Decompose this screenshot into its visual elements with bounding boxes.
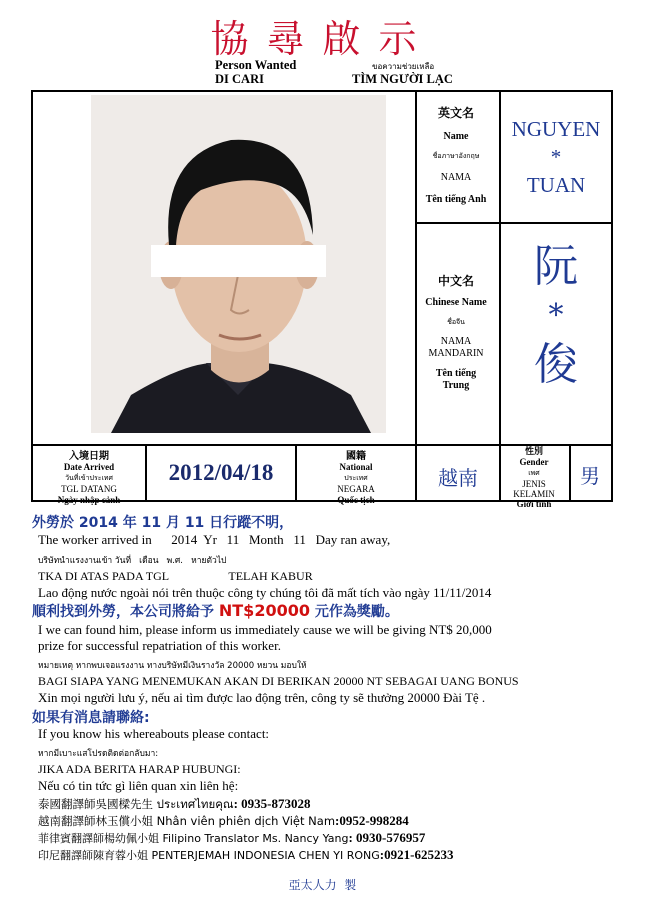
missing-date-cn: 外勞於 2014 年 11 月 11 日行蹤不明， — [32, 515, 294, 531]
missing-date-id: TKA DI ATAS PADA TGL TELAH KABUR — [38, 569, 313, 583]
missing-person-photo — [91, 95, 386, 433]
reward-th: หมายเหตุ หากพบเจอแรงงาน ทางบริษัทมีเงินรางวัล 20000 หยวน มอบให้ — [38, 661, 307, 671]
english-name-label: 英文名 Name ชื่อภาษาอังกฤษ NAMA Tên tiếng Anh — [425, 106, 487, 205]
notice-title: 協尋啟示 — [210, 17, 435, 61]
thai-header-label: ขอความช่วยเหลือ — [372, 62, 435, 71]
reward-en-2: prize for successful repatriation of this worker. — [38, 638, 281, 653]
chinese-name-value: 阮 * 俊 — [534, 241, 578, 390]
date-arrived-label: 入境日期 Date Arrived วันที่เข้าประเทศ TGL DATANG Ngày nhập cảnh — [57, 451, 121, 505]
contact-filipino-translator: 菲律賓翻譯師楊幼佩小姐 Filipino Translator Ms. Nancy Yang: 0930-576957 — [38, 830, 426, 845]
footer-credit: 亞太人力 製 — [288, 878, 357, 892]
reward-en-1: I we can found him, please inform us immediately cause we will be giving NT$ 20,000 — [38, 622, 492, 637]
contact-heading-cn: 如果有消息請聯絡: — [32, 710, 150, 726]
english-name-value: NGUYEN * TUAN — [511, 117, 601, 197]
contact-heading-vi: Nếu có tin tức gì liên quan xin liên hệ: — [38, 778, 239, 793]
contact-heading-id: JIKA ADA BERITA HARAP HUBUNGI: — [38, 762, 241, 776]
contact-heading-en: If you know his whereabouts please contact: — [38, 726, 270, 741]
reward-id: BAGI SIAPA YANG MENEMUKAN AKAN DI BERIKAN 20000 NT SEBAGAI UANG BONUS — [38, 674, 519, 688]
nationality-value: 越南 — [438, 466, 478, 490]
contact-indonesia-translator: 印尼翻譯師陳育蓉小姐 PENTERJEMAH INDONESIA CHEN YI RONG:0921-625233 — [38, 847, 454, 862]
di-cari-label: DI CARI — [215, 72, 264, 86]
missing-date-vi: Lao động nước ngoài nói trên thuộc công ty chúng tôi đã mất tích vào ngày 11/11/2014 — [38, 585, 492, 600]
contact-thai-translator: 泰國翻譯師吳國樑先生 ประเทศไทยคุณ: 0935-873028 — [38, 796, 311, 811]
missing-date-en: The worker arrived in 2014 Yr 11 Month 11 Day ran away, — [38, 532, 391, 547]
gender-label: 性別 Gender เพศ JENIS KELAMIN Giới tính — [513, 447, 555, 509]
person-wanted-label: Person Wanted — [215, 58, 297, 72]
date-arrived-value: 2012/04/18 — [168, 460, 274, 485]
gender-value: 男 — [580, 464, 600, 488]
reward-cn: 順利找到外勞，本公司將給予 NT$20000 元作為獎勵。 — [32, 601, 399, 620]
tim-nguoi-lac-label: TÌM NGƯỜI LẠC — [352, 72, 453, 86]
contact-vietnam-translator: 越南翻譯師林玉償小姐 Nhân viên phiên dịch Việt Nam:0952-998284 — [38, 813, 409, 828]
missing-date-th: บริษัทนำแรงงานเข้า วันที่ เดือน พ.ศ. หายตัวไป — [38, 556, 227, 566]
nationality-label: 國籍 National ประเทศ NEGARA Quốc tịch — [337, 451, 375, 505]
chinese-name-label: 中文名 Chinese Name ชื่อจีน NAMA MANDARIN Tên tiếng Trung — [425, 274, 487, 391]
reward-vi: Xin mọi người lưu ý, nếu ai tìm được lao động trên, công ty sẽ thưởng 20000 Đài Tệ . — [38, 690, 486, 705]
contact-heading-th: หากมีเบาะแสโปรดติดต่อกลับมา: — [38, 749, 159, 759]
